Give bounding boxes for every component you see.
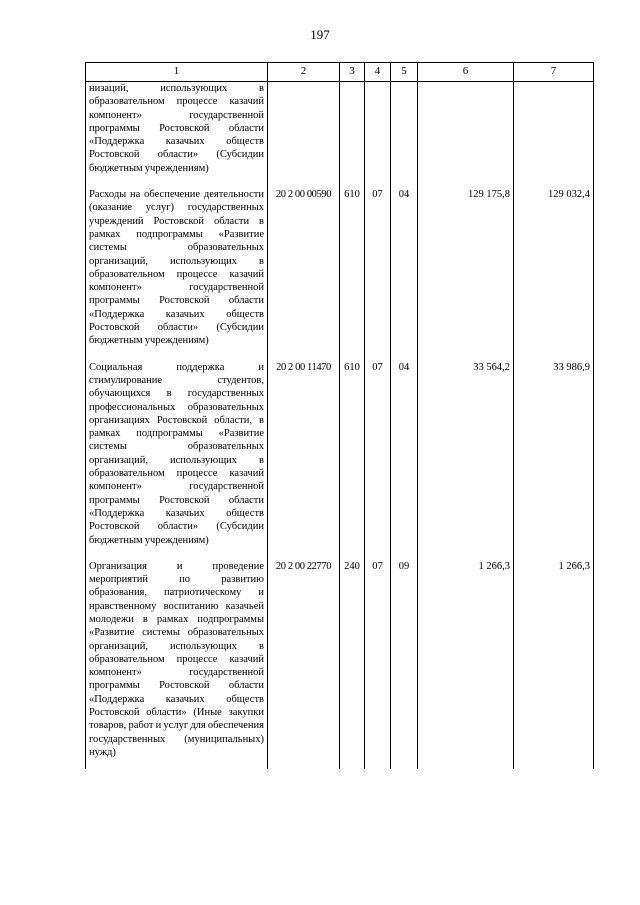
row-description: Расходы на обеспечение деятельности (оказание услуг) государственных учреждений Ростовской области в рамках подпрограммы «Развитие системы образовательных организаций, использующих в образовательном процессе казачий компонент» государственной программы Ростовской области «Поддержка казачьих обществ Ростовской области» (Субсидии бюджетным учреждениям) [86, 185, 268, 358]
row-description: Организация и проведение мероприятий по развитию образования, патриотическому и нравственному воспитанию казачьей молодежи в рамках подпрограммы «Развитие системы образовательных организаций, использующих в образовательном процессе казачий компонент» государственной программы Ростовской области «Поддержка казачьих обществ Ростовской области» (Иные закупки товаров, работ и услуг для обеспечения государственных (муниципальных) нужд) [86, 557, 268, 769]
header-col-2: 2 [268, 63, 340, 82]
header-col-4: 4 [365, 63, 391, 82]
page-number: 197 [310, 27, 330, 42]
row-subsection: 04 [391, 358, 418, 557]
row-expense-type: 610 [340, 358, 365, 557]
row-section: 07 [365, 557, 391, 769]
table-row-continuation [86, 82, 594, 186]
table-row [86, 358, 594, 557]
row-section: 07 [365, 358, 391, 557]
table-header-row [86, 63, 594, 82]
header-col-5: 5 [391, 63, 418, 82]
row-description: низаций, использующих в образовательном процессе казачий компонент» государственной программы Ростовской области «Поддержка казачьих обществ Ростовской области» (Субсидии бюджетным учреждениям) [86, 82, 268, 186]
row-target-code: 20 2 00 00590 [268, 185, 340, 358]
row-sum-1: 129 175,8 [418, 185, 514, 358]
table-row [86, 557, 594, 769]
row-subsection: 09 [391, 557, 418, 769]
header-col-1: 1 [86, 63, 268, 82]
header-col-3: 3 [340, 63, 365, 82]
budget-table [85, 62, 594, 769]
row-target-code: 20 2 00 22770 [268, 557, 340, 769]
row-description: Социальная поддержка и стимулирование студентов, обучающихся в государственных профессиональных образовательных организациях Ростовской области, в рамках подпрограммы «Развитие системы образовательных организаций, использующих в образовательном процессе казачий компонент» государственной программы Ростовской области «Поддержка казачьих обществ Ростовской области» (Субсидии бюджетным учреждениям) [86, 358, 268, 557]
row-expense-type: 240 [340, 557, 365, 769]
row-subsection: 04 [391, 185, 418, 358]
row-sum-1: 1 266,3 [418, 557, 514, 769]
row-target-code: 20 2 00 11470 [268, 358, 340, 557]
row-sum-2: 129 032,4 [514, 185, 594, 358]
row-sum-1: 33 564,2 [418, 358, 514, 557]
row-sum-2: 33 986,9 [514, 358, 594, 557]
row-section: 07 [365, 185, 391, 358]
header-col-6: 6 [418, 63, 514, 82]
header-col-7: 7 [514, 63, 594, 82]
row-sum-2: 1 266,3 [514, 557, 594, 769]
table-row [86, 185, 594, 358]
row-expense-type: 610 [340, 185, 365, 358]
